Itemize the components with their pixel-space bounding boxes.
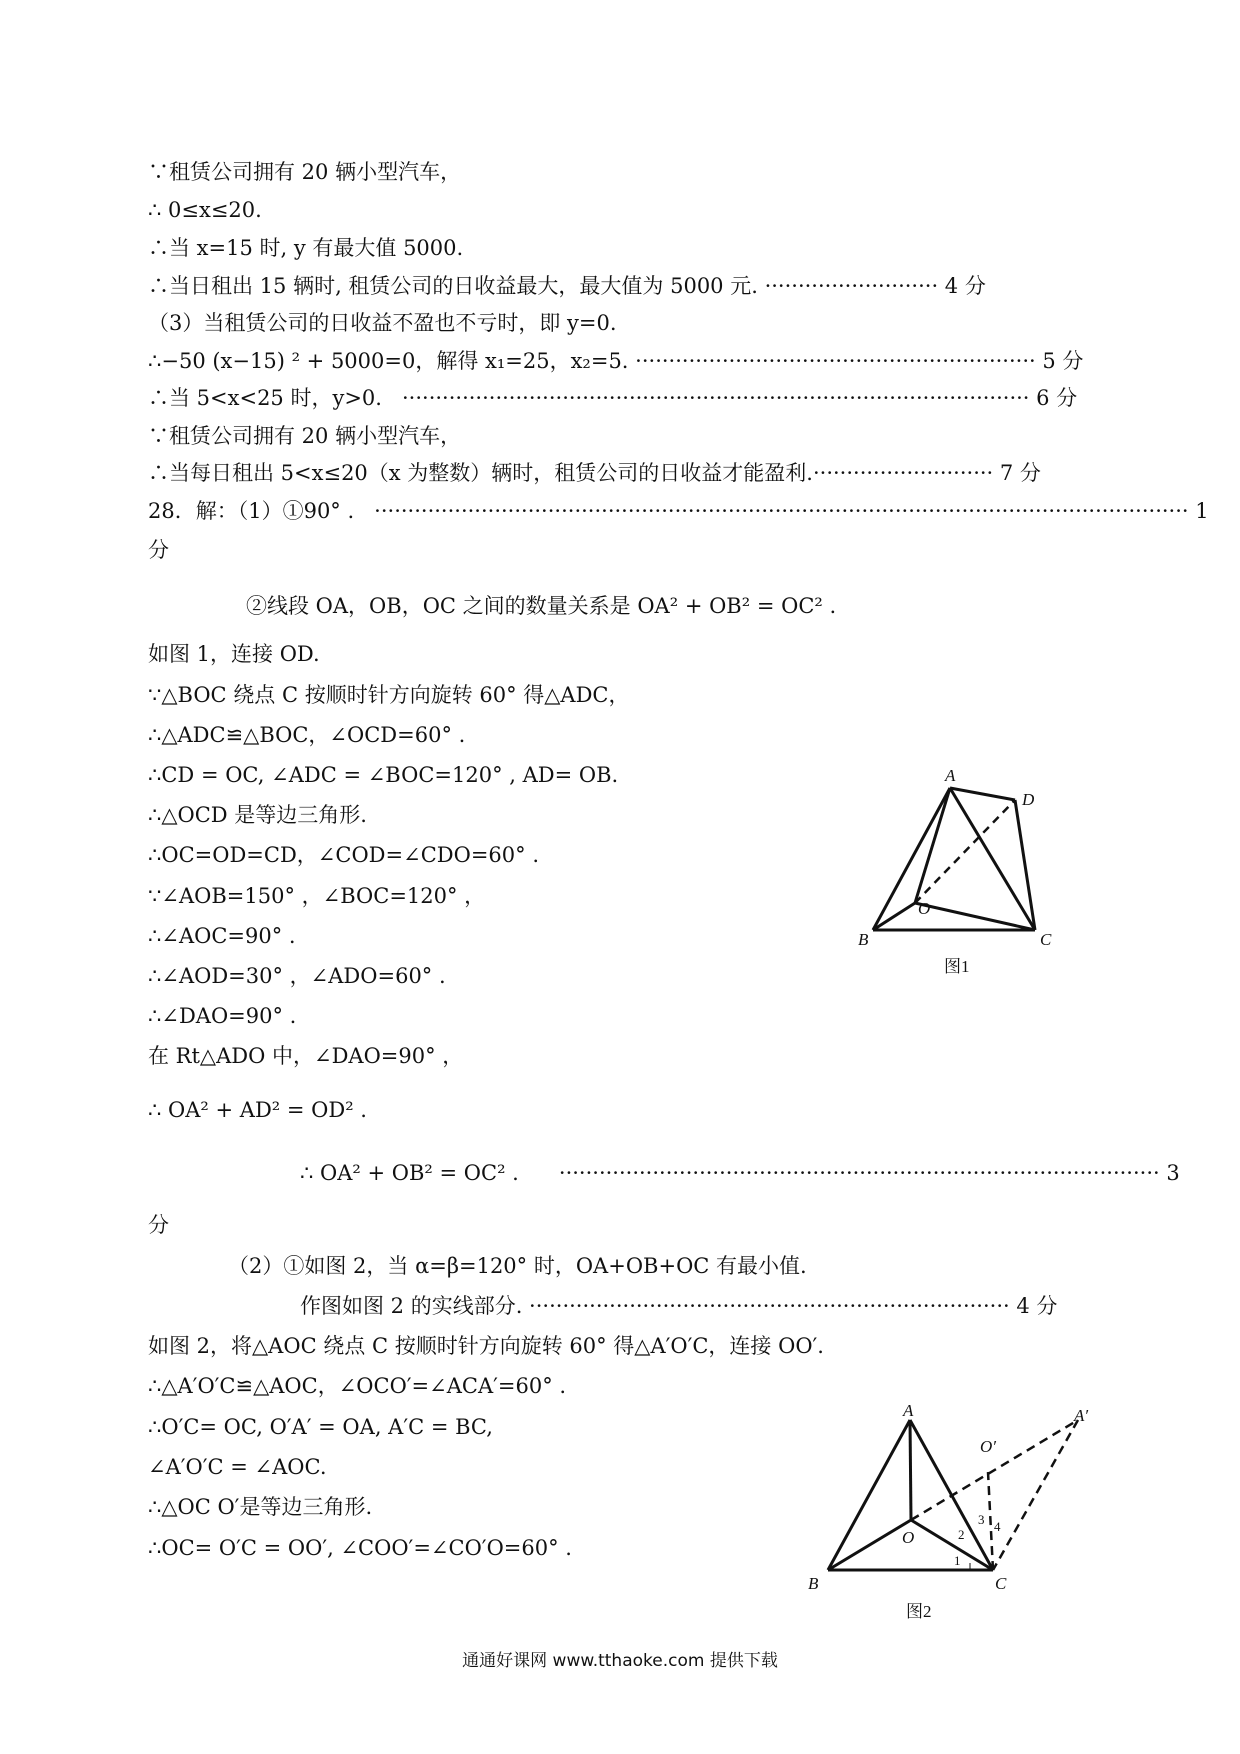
line-7: ∴当 5<x<25 时，y>0. ······························································································ 6 分: [148, 386, 1078, 410]
line-16: ∴CD = OC, ∠ADC = ∠BOC=120° , AD= OB.: [148, 763, 619, 787]
line-5: （3）当租赁公司的日收益不盈也不亏时，即 y=0.: [148, 311, 617, 335]
line-26: 分: [148, 1213, 169, 1237]
line-13: 如图 1，连接 OD.: [148, 642, 320, 666]
fig1-vertex-c: C: [1040, 930, 1052, 949]
line-31: ∴O′C= OC, O′A′ = OA, A′C = BC,: [148, 1415, 493, 1439]
line-3: ∴当 x=15 时, y 有最大值 5000.: [148, 236, 464, 260]
line-8: ∵租赁公司拥有 20 辆小型汽车，: [148, 424, 462, 448]
line-4: ∴当日租出 15 辆时, 租赁公司的日收益最大，最大值为 5000 元. ·························· 4 分: [148, 274, 986, 298]
line-18: ∴OC=OD=CD，∠COD=∠CDO=60° .: [148, 843, 539, 867]
fig2-vertex-o: O: [902, 1528, 915, 1547]
line-6: ∴−50 (x−15) ² + 5000=0，解得 x₁=25，x₂=5. ···························································· 5 分: [148, 349, 1084, 373]
line-10: 28．解：（1）①90° . ·························································································································· 1: [148, 499, 1209, 523]
fig1-caption: 图1: [944, 957, 970, 976]
line-17: ∴△OCD 是等边三角形.: [148, 803, 367, 827]
fig2-vertex-c: C: [995, 1574, 1007, 1593]
fig2-vertex-a-prime: A′: [1074, 1406, 1089, 1425]
line-14: ∵△BOC 绕点 C 按顺时针方向旋转 60° 得△ADC，: [148, 683, 630, 707]
figure-1: [850, 770, 1070, 970]
fig1-vertex-o: O: [918, 899, 931, 918]
line-25: ∴ OA² + OB² = OC² . ·························································································· 3: [300, 1161, 1180, 1185]
fig2-caption: 图2: [906, 1602, 932, 1621]
fig2-angle-2: 2: [958, 1527, 965, 1542]
fig2-vertex-o-prime: O′: [980, 1437, 996, 1456]
line-30: ∴△A′O′C≌△AOC，∠OCO′=∠ACA′=60° .: [148, 1374, 567, 1398]
line-33: ∴△OC O′是等边三角形.: [148, 1495, 373, 1519]
fig1-vertex-b: B: [858, 930, 869, 949]
line-19: ∵∠AOB=150° ，∠BOC=120° ，: [148, 884, 486, 908]
line-9: ∴当每日租出 5<x≤20（x 为整数）辆时，租赁公司的日收益才能盈利.··························· 7 分: [148, 461, 1041, 485]
line-34: ∴OC= O′C = OO′, ∠COO′=∠CO′O=60° .: [148, 1536, 572, 1560]
line-23: 在 Rt△ADO 中，∠DAO=90° ，: [148, 1044, 464, 1068]
line-22: ∴∠DAO=90° .: [148, 1004, 297, 1028]
fig1-vertex-d: D: [1022, 790, 1035, 809]
page-footer: 通通好课网 www.tthaoke.com 提供下载: [462, 1651, 778, 1671]
line-21: ∴∠AOD=30° ，∠ADO=60° .: [148, 964, 446, 988]
fig2-angle-4: 4: [994, 1519, 1001, 1534]
fig1-vertex-a: A: [945, 766, 956, 785]
line-32: ∠A′O′C = ∠AOC.: [148, 1455, 327, 1479]
line-11: 分: [148, 538, 169, 562]
line-20: ∴∠AOC=90° .: [148, 924, 296, 948]
line-12: ②线段 OA，OB，OC 之间的数量关系是 OA² + OB² = OC² .: [246, 594, 837, 618]
figure-2: [800, 1400, 1100, 1600]
fig2-angle-3: 3: [978, 1512, 985, 1527]
fig2-vertex-b: B: [808, 1574, 819, 1593]
line-29: 如图 2，将△AOC 绕点 C 按顺时针方向旋转 60° 得△A′O′C，连接 OO′.: [148, 1334, 824, 1358]
line-24: ∴ OA² + AD² = OD² .: [148, 1098, 367, 1122]
line-1: ∵租赁公司拥有 20 辆小型汽车，: [148, 160, 462, 184]
line-2: ∴ 0≤x≤20.: [148, 198, 262, 222]
line-15: ∴△ADC≌△BOC，∠OCD=60° .: [148, 723, 466, 747]
fig2-vertex-a: A: [903, 1401, 914, 1420]
line-28: 作图如图 2 的实线部分. ········································································ 4 分: [300, 1294, 1058, 1318]
line-27: （2）①如图 2，当 α=β=120° 时，OA+OB+OC 有最小值.: [228, 1254, 807, 1278]
fig2-angle-1: 1: [954, 1553, 961, 1568]
